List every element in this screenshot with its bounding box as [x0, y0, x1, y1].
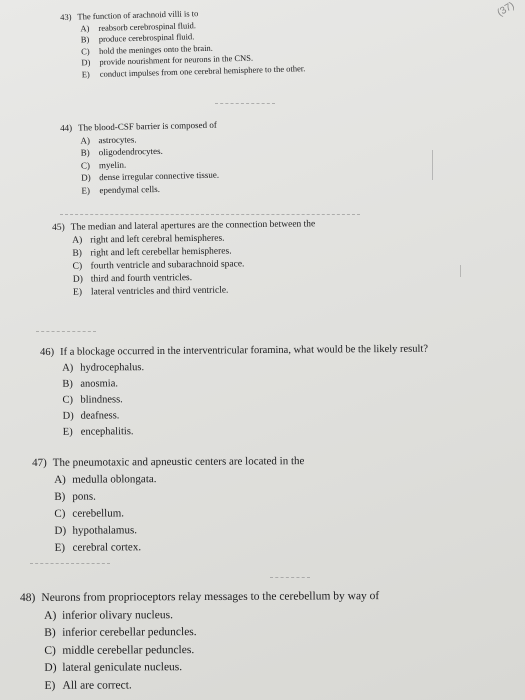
page-divider: [215, 103, 275, 104]
option-letter: C): [72, 261, 83, 272]
margin-mark: [432, 150, 433, 180]
option-letter: C): [54, 507, 66, 520]
question-46: [40, 342, 429, 441]
option-letter: A): [62, 362, 74, 374]
page-divider: [60, 214, 360, 215]
option-b: [44, 623, 379, 642]
question-text: The function of arachnoid villi is to: [77, 8, 199, 22]
question-text: The blood-CSF barrier is composed of: [78, 119, 217, 133]
question-number: 45): [52, 222, 65, 233]
option-b: [54, 487, 304, 506]
option-letter: A): [72, 235, 83, 246]
option-letter: B): [72, 248, 83, 259]
question-number: 43): [60, 11, 72, 22]
option-text: lateral geniculate nucleus.: [62, 661, 183, 674]
option-letter: C): [44, 644, 56, 657]
option-letter: B): [80, 34, 90, 45]
option-letter: E): [81, 184, 91, 196]
option-text: ependymal cells.: [99, 183, 161, 195]
option-text: pons.: [72, 490, 96, 503]
option-letter: C): [62, 394, 74, 406]
option-e: [73, 283, 316, 299]
option-text: hold the meninges onto the brain.: [98, 42, 213, 56]
page-divider: [270, 577, 310, 578]
option-text: hydrocephalus.: [80, 362, 145, 374]
question-number: 48): [20, 591, 36, 604]
option-letter: D): [72, 274, 83, 285]
option-letter: E): [81, 68, 90, 79]
question-48: [20, 588, 380, 695]
option-letter: D): [54, 524, 67, 537]
option-text: cerebral cortex.: [72, 541, 142, 554]
question-47: [32, 453, 305, 557]
option-e: [55, 538, 305, 557]
question-text: If a blockage occurred in the interventricular foramina, what would be the likely result?: [60, 343, 429, 358]
option-text: blindness.: [80, 394, 123, 406]
question-stem: [40, 342, 428, 361]
page-number: (37): [495, 0, 517, 19]
option-letter: D): [44, 661, 57, 674]
option-text: cerebellum.: [72, 507, 125, 520]
option-letter: A): [44, 609, 57, 622]
option-text: fourth ventricle and subarachnoid space.: [90, 259, 245, 272]
option-text: inferior olivary nucleus.: [62, 608, 173, 622]
question-stem: [20, 588, 379, 607]
option-letter: D): [81, 172, 91, 183]
option-text: lateral ventricles and third ventricle.: [90, 285, 229, 298]
option-text: anosmia.: [80, 378, 119, 390]
option-text: astrocytes.: [98, 133, 137, 145]
option-text: right and left cerebellar hemispheres.: [90, 246, 232, 259]
option-text: All are correct.: [62, 678, 132, 692]
question-44: [60, 119, 219, 197]
page-divider: [30, 563, 110, 564]
option-text: deafness.: [80, 410, 120, 422]
option-d: [54, 521, 304, 540]
option-text: hypothalamus.: [72, 524, 138, 537]
option-text: oligodendrocytes.: [98, 145, 163, 158]
question-45: [52, 218, 316, 300]
option-text: conduct impulses from one cerebral hemisphere to the other.: [99, 62, 306, 79]
margin-mark: [460, 265, 461, 277]
option-letter: D): [62, 410, 74, 422]
option-text: reabsorb cerebrospinal fluid.: [98, 19, 197, 33]
option-letter: A): [80, 134, 90, 146]
option-letter: A): [54, 473, 66, 486]
option-letter: A): [80, 22, 90, 33]
option-text: provide nourishment for neurons in the CNS.: [99, 52, 254, 67]
option-text: medulla oblongata.: [72, 473, 157, 486]
option-a: [54, 470, 304, 489]
option-letter: B): [62, 378, 73, 390]
option-letter: C): [80, 45, 90, 56]
option-text: right and left cerebral hemispheres.: [90, 233, 225, 246]
option-letter: E): [44, 679, 56, 692]
question-number: 47): [32, 456, 47, 469]
option-text: inferior cerebellar peduncles.: [62, 626, 197, 639]
option-d: [44, 658, 379, 677]
answer-options: [80, 131, 219, 196]
answer-options: [54, 470, 305, 557]
option-text: produce cerebrospinal fluid.: [98, 31, 195, 44]
option-letter: B): [80, 147, 90, 158]
answer-options: [80, 17, 305, 81]
option-letter: E): [62, 426, 73, 438]
option-text: myelin.: [98, 159, 127, 170]
option-c: [54, 504, 304, 523]
option-c: [44, 641, 379, 660]
option-e: [81, 181, 219, 196]
option-letter: B): [54, 490, 66, 503]
question-43: [60, 5, 305, 81]
answer-options: [44, 606, 380, 695]
option-letter: B): [44, 626, 56, 639]
question-number: 46): [40, 346, 55, 358]
option-text: middle cerebellar peduncles.: [62, 643, 195, 657]
question-text: The median and lateral apertures are the connection between the: [70, 219, 316, 233]
question-stem: [32, 453, 304, 472]
question-text: The pneumotaxic and apneustic centers are located in the: [52, 455, 305, 469]
option-letter: C): [80, 159, 91, 171]
option-letter: E): [72, 287, 83, 298]
page-divider: [36, 331, 96, 332]
option-text: dense irregular connective tissue.: [99, 169, 220, 183]
option-a: [44, 606, 379, 625]
question-number: 44): [60, 122, 73, 133]
option-letter: D): [81, 57, 91, 68]
option-letter: E): [54, 541, 66, 554]
answer-options: [62, 358, 429, 441]
option-e: [63, 422, 429, 441]
option-e: [44, 676, 379, 695]
option-text: encephalitis.: [80, 426, 134, 438]
answer-options: [72, 231, 316, 299]
option-text: third and fourth ventricles.: [90, 273, 193, 285]
question-text: Neurons from proprioceptors relay messages to the cerebellum by way of: [41, 590, 380, 604]
